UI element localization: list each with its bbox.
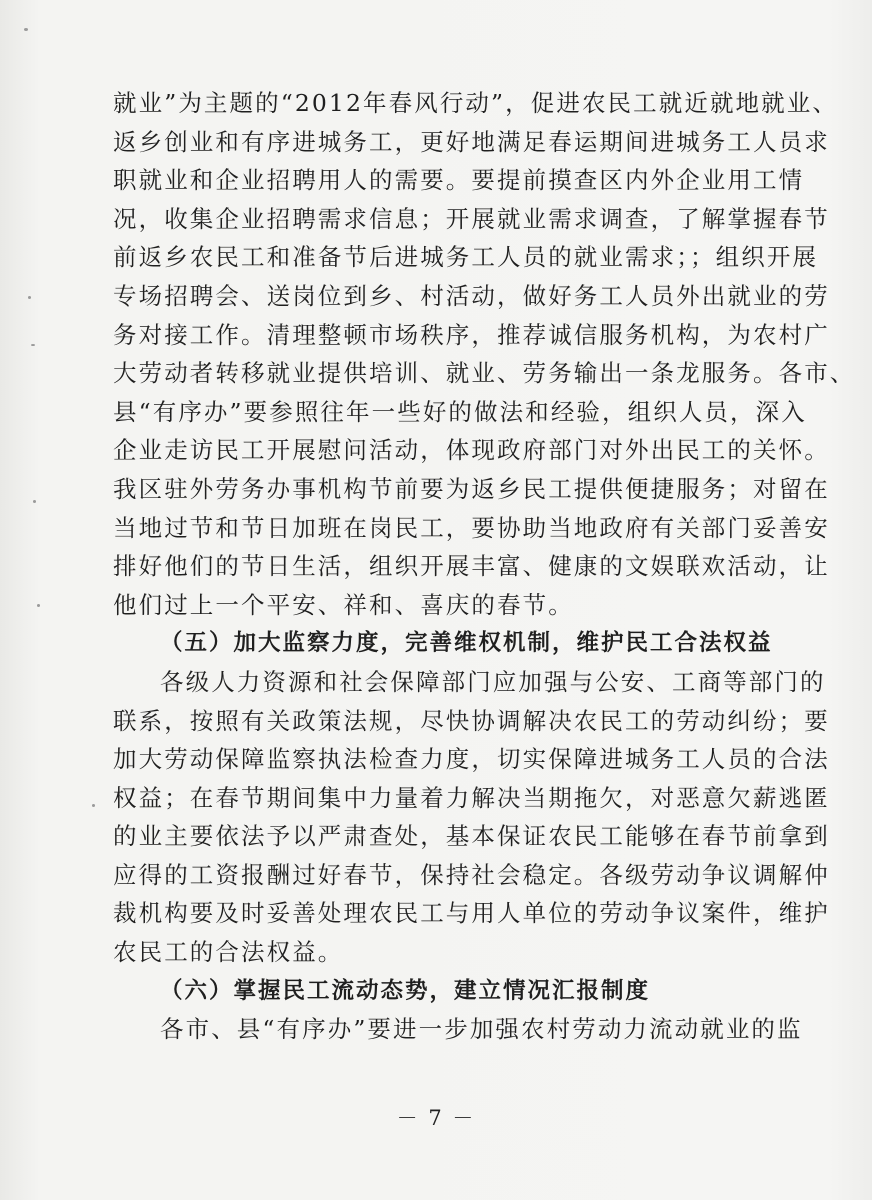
paragraph-line: 就业”为主题的“2012年春风行动”，促进农民工就近就地就业、 (113, 89, 838, 117)
paragraph-line: 我区驻外劳务办事机构节前要为返乡民工提供便捷服务；对留在 (113, 474, 830, 503)
paragraph-line: 各级人力资源和社会保障部门应加强与公安、工商等部门的 (160, 667, 826, 696)
paragraph-line: 权益；在春节期间集中力量着力解决当期拖欠，对恶意欠薪逃匿 (113, 783, 830, 812)
paragraph-line: 裁机构要及时妥善处理农民工与用人单位的劳动争议案件，维护 (113, 899, 830, 928)
paragraph-line: 当地过节和节日加班在岗民工，要协助当地政府有关部门妥善安 (113, 513, 830, 542)
paragraph-line: 联系，按照有关政策法规，尽快协调解决农民工的劳动纠纷；要 (113, 706, 830, 735)
paragraph-line: 前返乡农民工和准备节后进城务工人员的就业需求；；组织开展 (113, 243, 819, 272)
paragraph-line: 返乡创业和有序进城务工，更好地满足春运期间进城务工人员求 (113, 127, 830, 156)
paragraph-line: 况，收集企业招聘需求信息；开展就业需求调查，了解掌握春节 (113, 204, 830, 233)
body-text (113, 84, 856, 1049)
paragraph-line: 职就业和企业招聘用人的需要。要提前摸查区内外企业用工情 (113, 166, 805, 195)
page-number: － 7 － (396, 1106, 476, 1130)
scan-speck (24, 28, 28, 31)
section-heading-6: （六）掌握民工流动态势，建立情况汇报制度 (160, 977, 651, 1004)
paragraph-line: 他们过上一个平安、祥和、喜庆的春节。 (113, 590, 574, 619)
paragraph-line: 大劳动者转移就业提供培训、就业、劳务输出一条龙服务。各市、 (113, 359, 856, 388)
scan-speck (33, 500, 36, 503)
scan-speck (28, 296, 31, 299)
scan-speck (37, 604, 40, 607)
paragraph-line: 加大劳动保障监察执法检查力度，切实保障进城务工人员的合法 (113, 745, 830, 774)
paragraph-line: 排好他们的节日生活，组织开展丰富、健康的文娱联欢活动，让 (113, 552, 830, 581)
section-heading-5: （五）加大监察力度，完善维权机制，维护民工合法权益 (160, 630, 773, 657)
paragraph-line: 专场招聘会、送岗位到乡、村活动，做好务工人员外出就业的劳 (113, 281, 830, 310)
paragraph-line: 农民工的合法权益。 (113, 938, 344, 967)
paragraph-line: 应得的工资报酬过好春节，保持社会稳定。各级劳动争议调解仲 (113, 860, 830, 889)
paragraph-line: 县“有序办”要参照往年一些好的做法和经验，组织人员，深入 (113, 397, 807, 426)
scan-speck (31, 344, 35, 346)
paragraph-line: 务对接工作。清理整顿市场秩序，推荐诚信服务机构，为农村广 (113, 320, 830, 349)
scan-speck (92, 804, 95, 807)
paragraph-line: 的业主要依法予以严肃查处，基本保证农民工能够在春节前拿到 (113, 822, 830, 851)
paragraph-line: 各市、县“有序办”要进一步加强农村劳动力流动就业的监 (160, 1015, 803, 1044)
paragraph-line: 企业走访民工开展慰问活动，体现政府部门对外出民工的关怀。 (113, 436, 830, 465)
